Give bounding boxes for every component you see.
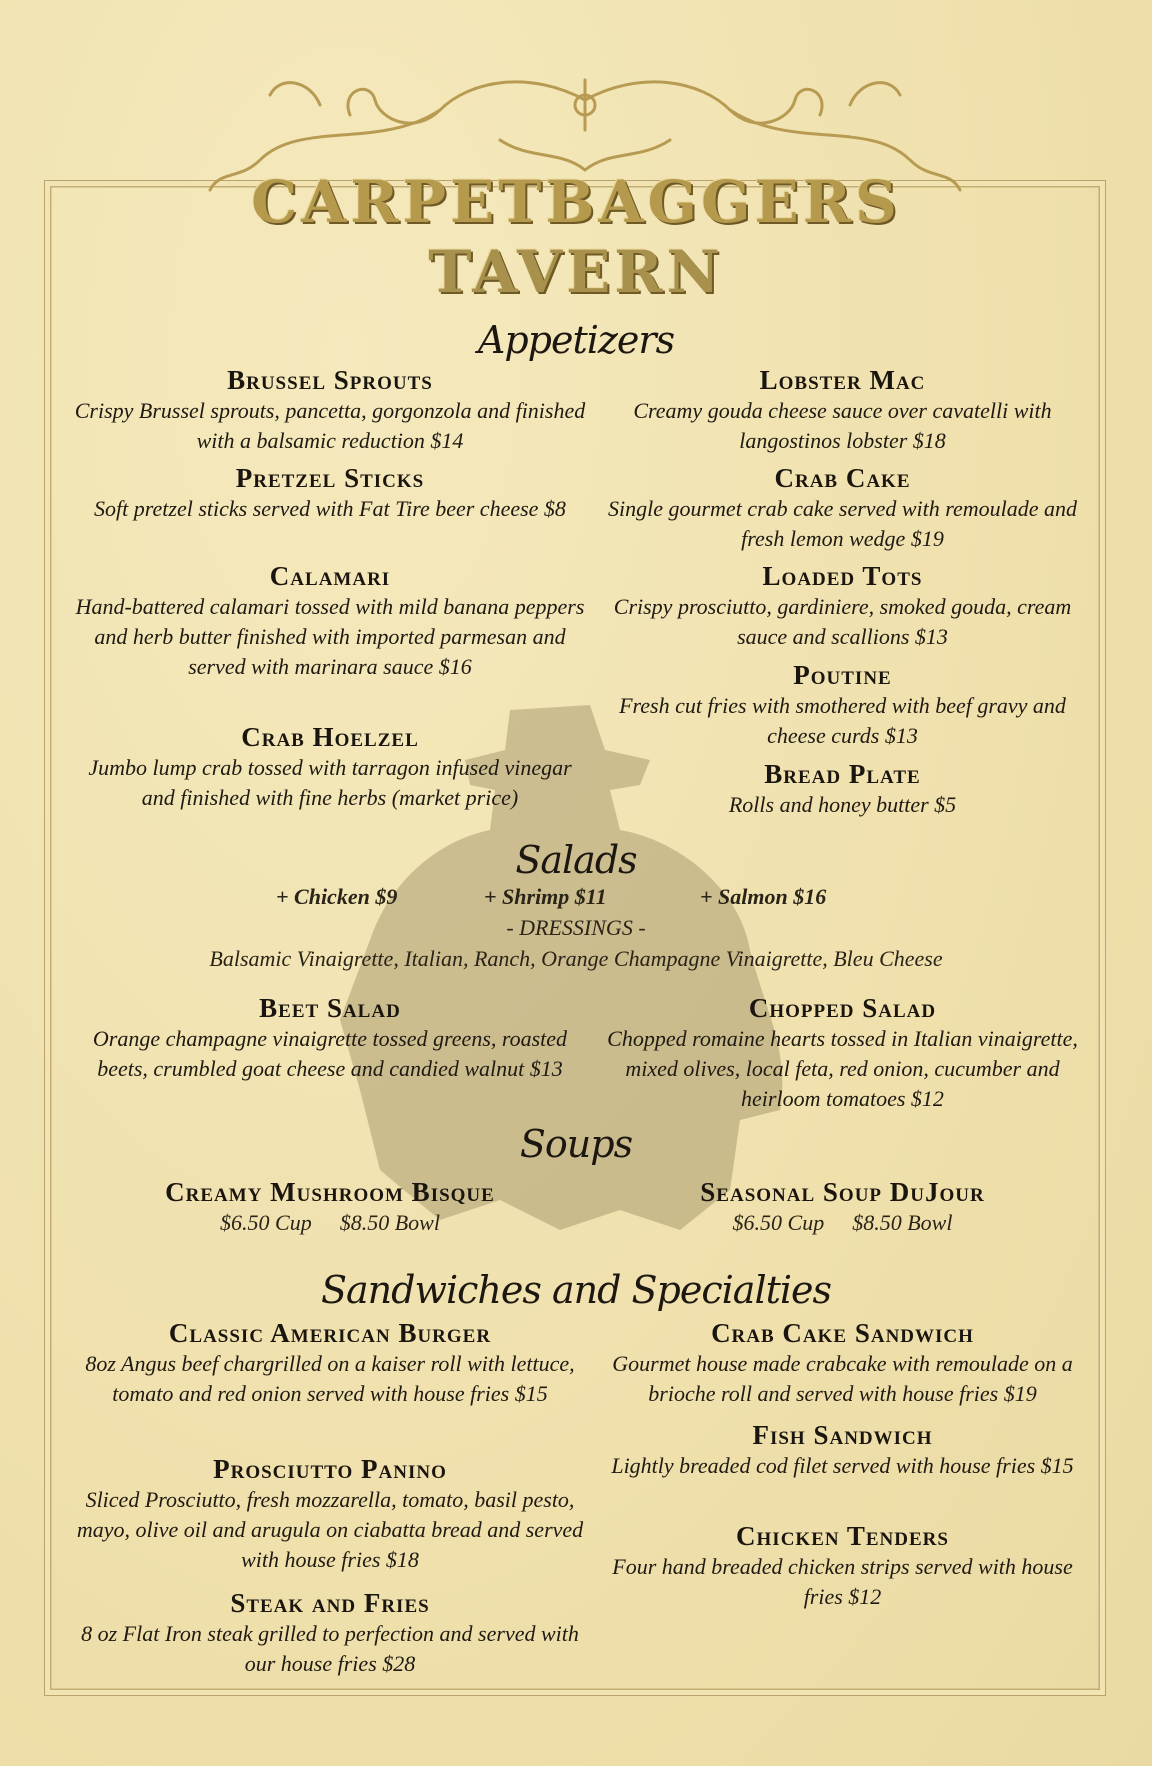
item-description: Rolls and honey butter $5 [728,792,957,817]
item-name: Pretzel Sticks [235,463,425,493]
item-name: Beet Salad [259,993,401,1023]
item-description: 8oz Angus beef chargrilled on a kaiser roll with lettuce, tomato and red onion served with house fries $15 [85,1351,575,1406]
bowl-price: $8.50 Bowl [852,1210,953,1235]
logo-title-line2: TAVERN [428,238,724,306]
item-name: Crab Hoelzel [241,722,419,752]
bowl-price: $8.50 Bowl [339,1210,440,1235]
item-name: Bread Plate [764,759,921,789]
item-name: Seasonal Soup DuJour [700,1177,985,1207]
menu-item [590,759,1095,820]
item-name: Steak and Fries [230,1588,430,1618]
section-heading-salads: Salads [515,838,637,882]
logo-title-line1: CARPETBAGGERS [251,168,901,236]
item-description: Fresh cut fries with smothered with beef gravy and cheese curds $13 [619,693,1066,748]
menu-item [70,1454,590,1575]
item-description: Creamy gouda cheese sauce over cavatelli with langostinos lobster $18 [633,398,1052,453]
salad-addon-shrimp: + Shrimp $11 [484,884,607,909]
section-heading-appetizers: Appetizers [477,318,675,362]
cup-price: $6.50 Cup [732,1210,825,1235]
item-description: Crispy prosciutto, gardiniere, smoked gouda, cream sauce and scallions $13 [613,594,1072,649]
salad-addon-chicken: + Chicken $9 [276,884,398,909]
menu-item [70,993,590,1084]
item-name: Classic American Burger [168,1318,492,1348]
item-name: Brussel Sprouts [227,365,433,395]
menu-item [70,561,590,682]
item-description: Single gourmet crab cake served with remoulade and fresh lemon wedge $19 [607,496,1078,551]
item-description: Four hand breaded chicken strips served with house fries $12 [612,1554,1073,1609]
menu-item [70,1588,590,1679]
item-name: Prosciutto Panino [213,1454,447,1484]
item-description: Sliced Prosciutto, fresh mozzarella, tomato, basil pesto, mayo, olive oil and arugula on ciabatta bread and served with house fries $18 [76,1487,584,1572]
section-heading-soups: Soups [519,1122,633,1166]
item-description: 8 oz Flat Iron steak grilled to perfection and served with our house fries $28 [81,1621,579,1676]
item-name: Loaded Tots [762,561,923,591]
item-description: Hand-battered calamari tossed with mild banana peppers and herb butter finished with imported parmesan and served with marinara sauce $16 [75,594,585,679]
menu-item [70,1318,590,1409]
item-description: Orange champagne vinaigrette tossed greens, roasted beets, crumbled goat cheese and candied walnut $13 [92,1026,568,1081]
item-name: Creamy Mushroom Bisque [165,1177,495,1207]
salad-addon-salmon: + Salmon $16 [700,884,827,909]
item-description: Jumbo lump crab tossed with tarragon infused vinegar and finished with fine herbs (market price) [88,755,572,810]
menu-item [590,660,1095,751]
item-name: Fish Sandwich [752,1420,933,1450]
cup-price: $6.50 Cup [220,1210,312,1235]
menu-item [590,365,1095,456]
soup-prices [590,1208,1095,1238]
soup-item [590,1177,1095,1238]
item-name: Lobster Mac [759,365,926,395]
item-description: Soft pretzel sticks served with Fat Tire beer cheese $8 [94,496,566,521]
menu-item [70,722,590,813]
item-description: Chopped romaine hearts tossed in Italian vinaigrette, mixed olives, local feta, red onion, cucumber and heirloom tomatoes $12 [607,1026,1078,1111]
item-name: Poutine [793,660,892,690]
soup-item [70,1177,590,1238]
menu-item [590,1521,1095,1612]
item-description: Crispy Brussel sprouts, pancetta, gorgonzola and finished with a balsamic reduction $14 [74,398,586,453]
menu-item [590,993,1095,1114]
menu-item [590,1420,1095,1481]
dressings-list: Balsamic Vinaigrette, Italian, Ranch, Orange Champagne Vinaigrette, Bleu Cheese [209,946,943,971]
menu-item [590,1318,1095,1409]
item-name: Crab Cake Sandwich [711,1318,974,1348]
item-description: Lightly breaded cod filet served with house fries $15 [611,1453,1074,1478]
section-heading-sandwiches: Sandwiches and Specialties [320,1268,832,1312]
menu-item [590,561,1095,652]
menu-item [70,463,590,524]
item-name: Crab Cake [774,463,911,493]
item-name: Calamari [269,561,391,591]
item-description: Gourmet house made crabcake with remoulade on a brioche roll and served with house fries $19 [612,1351,1073,1406]
menu-item [590,463,1095,554]
item-name: Chopped Salad [748,993,937,1023]
menu-item [70,365,590,456]
dressings-label: - DRESSINGS - [506,915,646,940]
soup-prices [70,1208,590,1238]
item-name: Chicken Tenders [736,1521,949,1551]
